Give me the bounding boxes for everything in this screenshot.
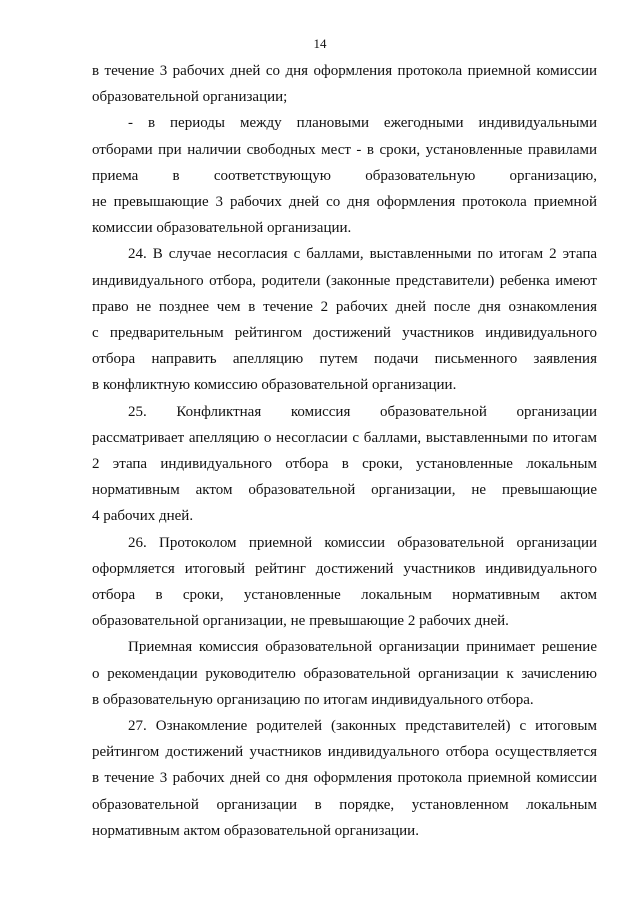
page-number: 14	[313, 36, 327, 51]
text-line: комиссии образовательной организации.	[92, 220, 352, 237]
text-line: индивидуального отбора, родители (законные представители) ребенка имеют	[92, 272, 597, 289]
text-line: 4 рабочих дней.	[92, 508, 194, 525]
text-line: право не позднее чем в течение 2 рабочих дней после дня ознакомления	[92, 298, 597, 315]
text-line: 24. В случае несогласия с баллами, выставленными по итогам 2 этапа	[128, 246, 597, 263]
text-line: 2 этапа индивидуального отбора в сроки, установленные локальным	[92, 456, 597, 473]
document-body	[92, 58, 597, 844]
text-line: образовательной организации, не превышающие 2 рабочих дней.	[92, 613, 509, 630]
text-line: нормативным актом образовательной организации.	[92, 822, 419, 839]
text-line: с предварительным рейтингом достижений участников индивидуального	[92, 325, 597, 342]
paragraph-list-item	[92, 110, 597, 241]
text-line: не превышающие 3 рабочих дней со дня оформления протокола приемной	[92, 194, 597, 211]
text-line: в течение 3 рабочих дней со дня оформления протокола приемной комиссии	[92, 770, 597, 787]
text-line: - в периоды между плановыми ежегодными индивидуальными	[128, 115, 597, 132]
paragraph-continuation	[92, 58, 597, 110]
text-line: образовательной организации в порядке, установленном локальным	[92, 796, 597, 813]
text-line: нормативным актом образовательной организации, не превышающие	[92, 482, 597, 499]
text-line: в конфликтную комиссию образовательной организации.	[92, 377, 457, 394]
text-line: образовательной организации;	[92, 89, 288, 106]
text-line: 27. Ознакомление родителей (законных представителей) с итоговым	[128, 718, 597, 735]
text-line: 25. Конфликтная комиссия образовательной организации	[128, 403, 597, 420]
text-line: оформляется итоговый рейтинг достижений участников индивидуального	[92, 560, 597, 577]
paragraph-item-26	[92, 530, 597, 635]
paragraph-item-24	[92, 241, 597, 398]
text-line: отбора направить апелляцию путем подачи письменного заявления	[92, 351, 597, 368]
paragraph-item-27	[92, 713, 597, 844]
text-line: отборами при наличии свободных мест - в сроки, установленные правилами	[92, 141, 597, 158]
paragraph-item-25	[92, 399, 597, 530]
text-line: в образовательную организацию по итогам индивидуального отбора.	[92, 691, 534, 708]
text-line: в течение 3 рабочих дней со дня оформления протокола приемной комиссии	[92, 63, 597, 79]
text-line: о рекомендации руководителю образовательной организации к зачислению	[92, 665, 597, 682]
paragraph-commission-decision	[92, 634, 597, 713]
text-line: отбора в сроки, установленные локальным нормативным актом	[92, 587, 597, 604]
text-line: приема в соответствующую образовательную организацию,	[92, 167, 597, 184]
text-line: Приемная комиссия образовательной организации принимает решение	[128, 639, 597, 656]
text-line: рассматривает апелляцию о несогласии с баллами, выставленными по итогам	[92, 429, 597, 446]
text-line: 26. Протоколом приемной комиссии образовательной организации	[128, 534, 597, 551]
text-line: рейтингом достижений участников индивидуального отбора осуществляется	[92, 744, 597, 761]
